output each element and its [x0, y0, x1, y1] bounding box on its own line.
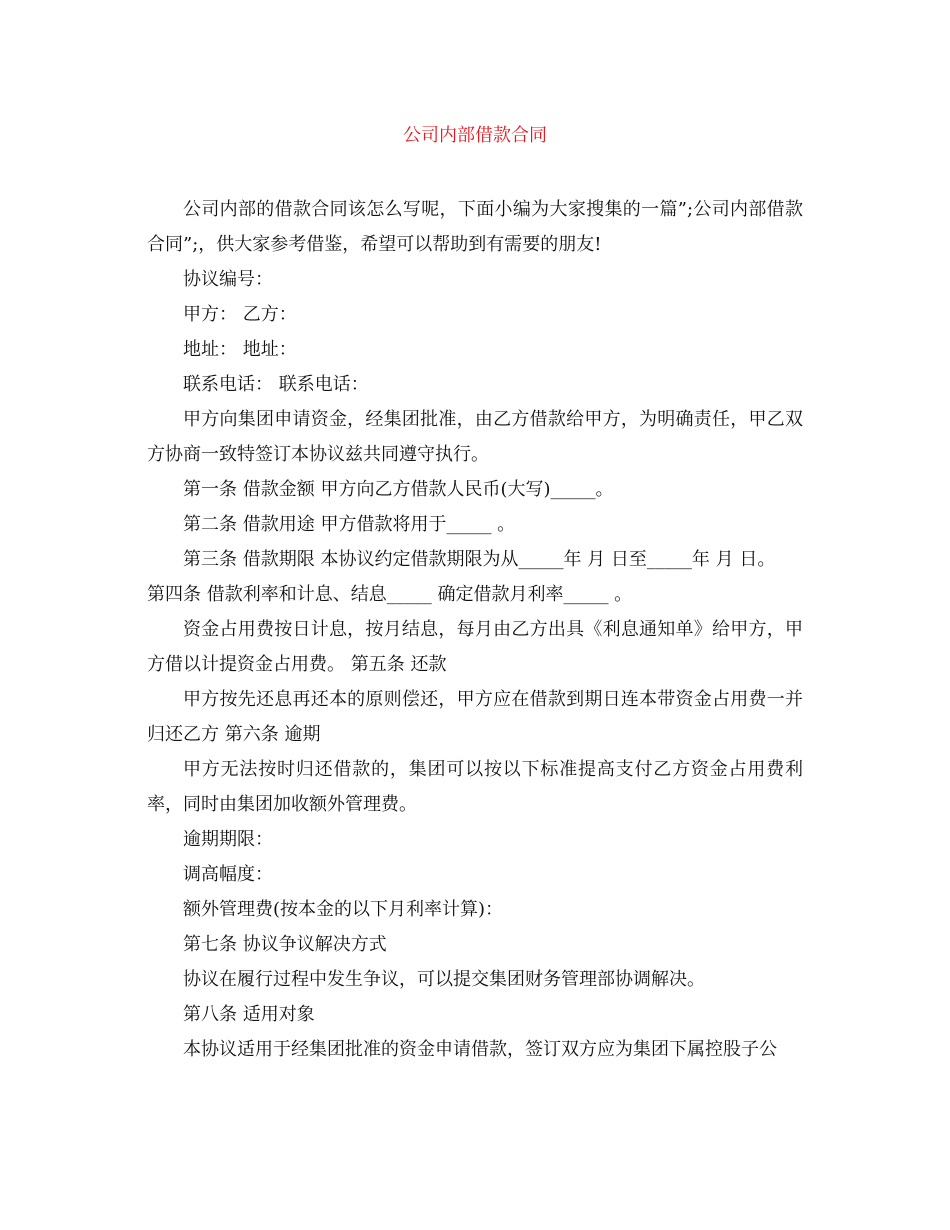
paragraph-parties: 甲方： 乙方： [183, 304, 297, 325]
paragraph-article-2: 第二条 借款用途 甲方借款将用于_____ 。 [183, 514, 516, 535]
paragraph-article-3: 第三条 借款期限 本协议约定借款期限为从_____年 月 日至_____年 月 日。 [183, 549, 776, 570]
paragraph-phones: 联系电话： 联系电话： [183, 374, 369, 395]
paragraph-article-1: 第一条 借款金额 甲方向乙方借款人民币(大写)_____。 [183, 479, 614, 500]
paragraph-addresses: 地址： 地址： [183, 339, 297, 360]
document-title: 公司内部借款合同 [403, 125, 547, 146]
document-body [147, 192, 803, 1067]
paragraph-overdue-period: 逾期期限： [183, 829, 273, 850]
paragraph-intro: 公司内部的借款合同该怎么写呢，下面小编为大家搜集的一篇”;公司内部借款合同”;，供大家参考借鉴，希望可以帮助到有需要的朋友! [147, 199, 803, 255]
paragraph-preamble: 甲方向集团申请资金，经集团批准，由乙方借款给甲方，为明确责任，甲乙双方协商一致特签订本协议兹共同遵守执行。 [147, 409, 803, 465]
paragraph-scope: 本协议适用于经集团批准的资金申请借款，签订双方应为集团下属控股子公 [183, 1039, 777, 1060]
paragraph-overdue: 甲方无法按时归还借款的，集团可以按以下标准提高支付乙方资金占用费利率，同时由集团加收额外管理费。 [147, 759, 803, 815]
paragraph-article-7: 第七条 协议争议解决方式 [183, 934, 387, 955]
paragraph-increase-rate: 调高幅度： [183, 864, 273, 885]
paragraph-dispute: 协议在履行过程中发生争议，可以提交集团财务管理部协调解决。 [183, 969, 705, 990]
paragraph-article-8: 第八条 适用对象 [183, 1004, 315, 1025]
paragraph-article-4: 第四条 借款利率和计息、结息_____ 确定借款月利率_____ 。 [147, 584, 633, 605]
paragraph-repayment: 甲方按先还息再还本的原则偿还，甲方应在借款到期日连本带资金占用费一并归还乙方 第六条 逾期 [147, 689, 803, 745]
paragraph-extra-fee: 额外管理费(按本金的以下月利率计算)： [183, 899, 504, 920]
paragraph-interest-fee: 资金占用费按日计息，按月结息，每月由乙方出具《利息通知单》给甲方，甲方借以计提资金占用费。 第五条 还款 [147, 619, 803, 675]
paragraph-agreement-number: 协议编号： [183, 269, 273, 290]
